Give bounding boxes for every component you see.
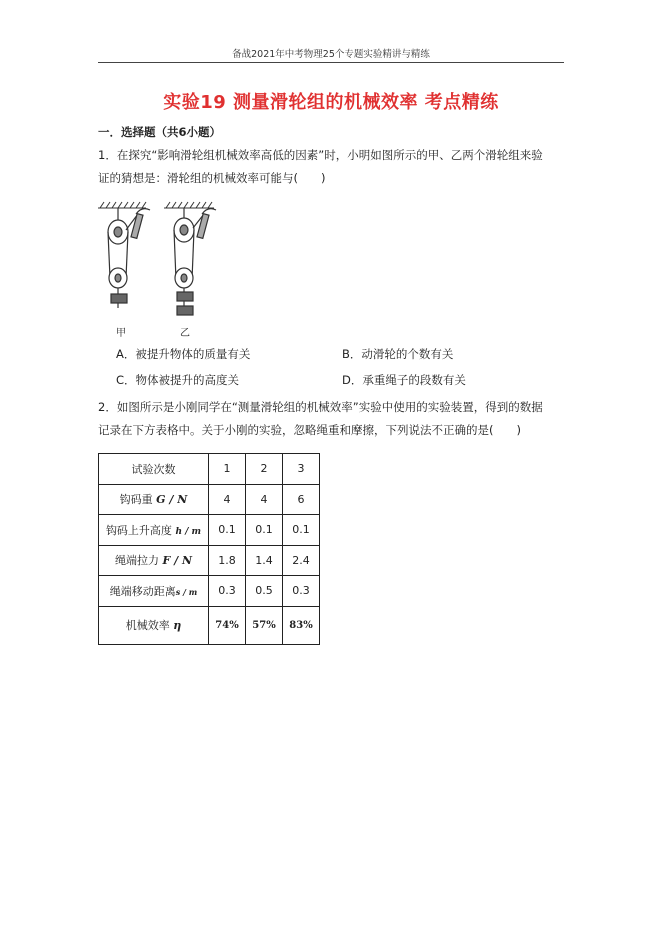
table-cell: 3: [283, 454, 320, 485]
question-1-line-2: 证的猜想是：滑轮组的机械效率可能与( ): [98, 171, 326, 185]
table-cell: 2: [246, 454, 283, 485]
row-label-text: 钩码上升高度: [105, 523, 172, 537]
table-row: [99, 515, 320, 546]
row-label: [99, 454, 209, 485]
table-cell: 1.4: [246, 545, 283, 576]
row-label: [99, 576, 209, 607]
table-cell: 4: [246, 484, 283, 515]
option-d: D．承重绳子的段数有关: [342, 373, 466, 387]
question-1: [98, 144, 568, 190]
table-cell: 0.3: [209, 576, 246, 607]
table-cell: 0.5: [246, 576, 283, 607]
row-unit: F / N: [162, 554, 193, 568]
pulley-figure: [98, 200, 228, 340]
page-header: 备战2021年中考物理25个专题实验精讲与精练: [232, 49, 430, 60]
row-label-text: 钩码重: [119, 493, 153, 507]
row-unit: h / m: [175, 526, 202, 537]
question-2-line-1: 2．如图所示是小刚同学在“测量滑轮组的机械效率”实验中使用的实验装置，得到的数据: [98, 400, 543, 414]
row-unit: η: [173, 619, 182, 632]
option-c: C．物体被提升的高度关: [116, 373, 240, 387]
table-cell: 0.3: [283, 576, 320, 607]
table-cell: 57%: [246, 606, 283, 644]
table-cell: 0.1: [246, 515, 283, 546]
table-cell: 0.1: [209, 515, 246, 546]
figure-label-jia: 甲: [116, 328, 126, 339]
row-label: [99, 515, 209, 546]
data-table: [98, 453, 320, 645]
table-cell: 1.8: [209, 545, 246, 576]
option-b: B．动滑轮的个数有关: [342, 347, 454, 361]
row-label-text: 绳端移动距离: [109, 584, 176, 598]
option-a: A．被提升物体的质量有关: [116, 347, 251, 361]
table-cell: 83%: [283, 606, 320, 644]
table-row: [99, 454, 320, 485]
table-row: [99, 606, 320, 644]
table-cell: 6: [283, 484, 320, 515]
table-row: [99, 484, 320, 515]
table-row: [99, 576, 320, 607]
row-label-text: 机械效率: [125, 619, 170, 632]
row-label: [99, 484, 209, 515]
row-unit: s / m: [175, 586, 198, 597]
header-rule: [98, 62, 564, 63]
row-label: [99, 545, 209, 576]
row-label: [99, 606, 209, 644]
table-cell: 4: [209, 484, 246, 515]
table-cell: 2.4: [283, 545, 320, 576]
figure-label-yi: 乙: [180, 328, 190, 339]
question-2: [98, 396, 568, 442]
row-label-text: 绳端拉力: [114, 554, 159, 568]
page-title: 实验19 测量滑轮组的机械效率 考点精练: [163, 92, 499, 113]
section-heading: 一．选择题（共6小题）: [98, 125, 222, 139]
table-cell: 1: [209, 454, 246, 485]
row-label-text: 试验次数: [131, 462, 176, 476]
row-unit: G / N: [156, 493, 188, 507]
question-2-line-2: 记录在下方表格中。关于小刚的实验，忽略绳重和摩擦，下列说法不正确的是( ): [98, 423, 521, 437]
table-cell: 0.1: [283, 515, 320, 546]
question-1-line-1: 1．在探究“影响滑轮组机械效率高低的因素”时，小明如图所示的甲、乙两个滑轮组来验: [98, 148, 543, 162]
table-row: [99, 545, 320, 576]
table-cell: 74%: [209, 606, 246, 644]
